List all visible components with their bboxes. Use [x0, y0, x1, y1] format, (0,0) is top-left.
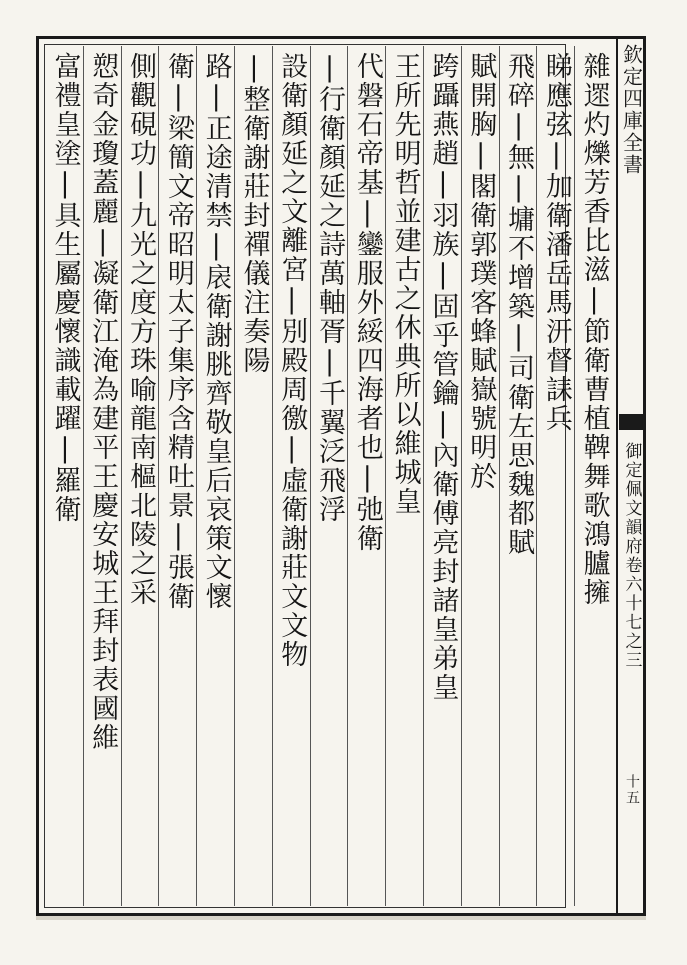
column-text: |整衛謝莊封禪儀注奏陽 — [238, 52, 270, 375]
column-text: 愬奇金瓊蓋麗|凝衛江淹為建平王慶安城王拜封表國維 — [87, 52, 119, 752]
column-text: 代磐石帝基|鑾服外綏四海者也|弛衛 — [351, 52, 383, 553]
page-edge — [36, 916, 646, 920]
text-column — [158, 46, 196, 906]
text-column — [461, 46, 499, 906]
column-text: 衛|梁簡文帝昭明太子集序含精吐景|張衛 — [162, 52, 194, 611]
column-text: 飛碎|無|墉不增築|司衛左思魏都賦 — [503, 52, 535, 557]
text-column — [196, 46, 234, 906]
column-text: |行衛顏延之詩萬軸胥|千翼泛飛浮 — [314, 52, 346, 524]
page-number: 十五 — [624, 774, 640, 806]
column-text: 路|正途清禁|扆衛謝朓齊敬皇后哀策文懷 — [200, 52, 232, 611]
volume-label: 御定佩文韻府卷六十七之三 — [621, 442, 642, 670]
text-column — [574, 46, 612, 906]
spine-margin — [616, 36, 646, 916]
text-column — [272, 46, 310, 906]
column-text: 雜遝灼爍芳香比滋|節衛曹植鞞舞歌鴻臚擁 — [578, 52, 610, 607]
column-text: 側觀硯功|九光之度方珠喻龍南樞北陵之采 — [125, 52, 157, 607]
column-text: 設衛顏延之文離宮|別殿周徼|虛衛謝莊文文物 — [276, 52, 308, 669]
column-text: 賦開胸|閣衛郭璞客蜂賦嶽號明於 — [465, 52, 497, 491]
text-column — [499, 46, 537, 906]
column-text: 富禮皇塗|具生屬慶懷識載躍|羅衛 — [49, 52, 81, 524]
text-column — [310, 46, 348, 906]
text-columns — [46, 46, 612, 906]
column-text: 王所先明哲並建古之休典所以維城皇 — [389, 52, 421, 516]
text-column — [83, 46, 121, 906]
text-column — [121, 46, 159, 906]
text-column — [347, 46, 385, 906]
column-text: 睇應弦|加衛潘岳馬汧督誄兵 — [540, 52, 572, 433]
text-column — [234, 46, 272, 906]
text-column — [536, 46, 574, 906]
book-title: 欽定四庫全書 — [619, 44, 644, 176]
text-column — [423, 46, 461, 906]
text-column — [385, 46, 423, 906]
column-text: 跨躡燕趙|羽族|固乎管鑰|內衛傅亮封諸皇弟皇 — [427, 52, 459, 702]
text-column — [46, 46, 83, 906]
fish-tail-mark — [619, 414, 645, 430]
